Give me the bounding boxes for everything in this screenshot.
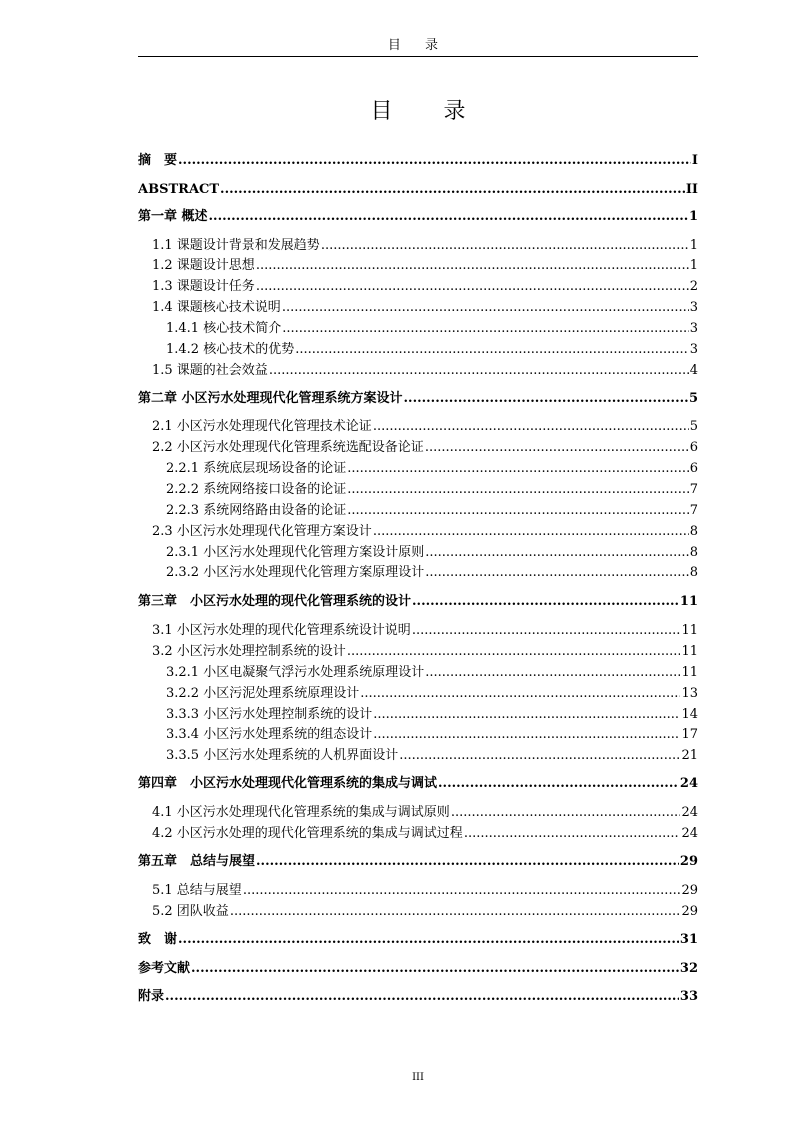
toc-entry-abstract-en[interactable] [138, 181, 698, 199]
dot-leader [451, 804, 681, 822]
toc-entry-1-3[interactable] [152, 278, 698, 296]
toc-entry-page: 24 [679, 776, 698, 791]
dot-leader [256, 257, 689, 275]
dot-leader [220, 181, 685, 199]
toc-entry-title: 第五章 总结与展望 [138, 854, 256, 869]
toc-entry-page: I [691, 153, 698, 168]
toc-entry-title: 3.3.4 小区污水处理系统的组态设计 [166, 727, 373, 742]
toc-entry-title: 2.3 小区污水处理现代化管理方案设计 [152, 524, 372, 539]
toc-entry-3-3-3[interactable] [166, 706, 698, 724]
toc-entry-acknowledgements[interactable] [138, 931, 698, 949]
toc-entry-3-2-2[interactable] [166, 685, 698, 703]
toc-entry-title: 2.1 小区污水处理现代化管理技术论证 [152, 419, 372, 434]
toc-entry-title: 摘 要 [138, 153, 178, 168]
toc-entry-3-2-1[interactable] [166, 664, 698, 682]
dot-leader [360, 685, 680, 703]
dot-leader [347, 502, 689, 520]
toc-entry-title: 第一章 概述 [138, 209, 208, 224]
toc-entry-page: 1 [688, 209, 698, 224]
toc-entry-title: 致 谢 [138, 932, 178, 947]
toc-entry-page: 4 [689, 363, 698, 378]
toc-entry-page: 13 [681, 686, 698, 701]
dot-leader [243, 882, 681, 900]
toc-entry-title: 1.2 课题设计思想 [152, 258, 255, 273]
toc-entry-page: 7 [689, 503, 698, 518]
dot-leader [191, 960, 679, 978]
dot-leader [373, 726, 680, 744]
toc-entry-page: 3 [689, 300, 698, 315]
toc-entry-title: 1.1 课题设计背景和发展趋势 [152, 238, 320, 253]
toc-entry-1-4-1[interactable] [166, 320, 698, 338]
dot-leader [373, 523, 689, 541]
dot-leader [425, 439, 689, 457]
toc-entry-title: 5.2 团队收益 [152, 904, 229, 919]
dot-leader [230, 903, 681, 921]
toc-entry-title: 3.3.3 小区污水处理控制系统的设计 [166, 707, 373, 722]
toc-entry-chapter-2[interactable] [138, 390, 698, 408]
toc-entry-2-1[interactable] [152, 418, 698, 436]
toc-entry-title: 1.3 课题设计任务 [152, 279, 255, 294]
toc-entry-page: 24 [681, 805, 698, 820]
toc-title: 目 录 [370, 99, 488, 124]
toc-entry-page: 7 [689, 482, 698, 497]
dot-leader [321, 237, 689, 255]
dot-leader [464, 825, 681, 843]
toc-entry-2-3-2[interactable] [166, 564, 698, 582]
toc-entry-title: 2.3.1 小区污水处理现代化管理方案设计原则 [166, 545, 425, 560]
toc-entry-1-5[interactable] [152, 362, 698, 380]
toc-entry-3-1[interactable] [152, 622, 698, 640]
dot-leader [282, 299, 689, 317]
toc-entry-4-1[interactable] [152, 804, 698, 822]
toc-entry-1-2[interactable] [152, 257, 698, 275]
dot-leader [256, 853, 679, 871]
toc-entry-title: 2.2 小区污水处理现代化管理系统选配设备论证 [152, 440, 424, 455]
dot-leader [209, 208, 688, 226]
toc-entry-chapter-5[interactable] [138, 853, 698, 871]
toc-entry-page: 5 [688, 391, 698, 406]
toc-entry-title: 2.2.2 系统网络接口设备的论证 [166, 482, 347, 497]
dot-leader [412, 593, 679, 611]
toc-entry-title: 2.2.1 系统底层现场设备的论证 [166, 461, 347, 476]
toc-entry-title: 参考文献 [138, 961, 191, 976]
toc-entry-page: 3 [689, 342, 698, 357]
toc-entry-title: 3.2.1 小区电凝聚气浮污水处理系统原理设计 [166, 665, 425, 680]
toc-entry-title: 第四章 小区污水处理现代化管理系统的集成与调试 [138, 776, 438, 791]
toc-entry-chapter-1[interactable] [138, 208, 698, 226]
dot-leader [404, 390, 688, 408]
toc-entry-page: 24 [681, 826, 698, 841]
toc-entry-page: 17 [681, 727, 698, 742]
toc-entry-appendix[interactable] [138, 988, 698, 1006]
toc-entry-1-1[interactable] [152, 237, 698, 255]
toc-entry-page: 6 [689, 440, 698, 455]
running-header: 目 录 [387, 38, 449, 53]
toc-entry-page: 5 [689, 419, 698, 434]
toc-entry-page: 14 [681, 707, 698, 722]
dot-leader [438, 775, 679, 793]
toc-entry-page: 1 [689, 238, 698, 253]
dot-leader [256, 278, 689, 296]
toc-entry-2-3[interactable] [152, 523, 698, 541]
toc-entry-title: 3.2 小区污水处理控制系统的设计 [152, 644, 346, 659]
toc-entry-title: 附录 [138, 989, 165, 1004]
toc-entry-2-2-1[interactable] [166, 460, 698, 478]
dot-leader [425, 544, 689, 562]
toc-entry-title: 2.3.2 小区污水处理现代化管理方案原理设计 [166, 565, 425, 580]
toc-entry-title: 3.3.5 小区污水处理系统的人机界面设计 [166, 748, 399, 763]
dot-leader [295, 341, 689, 359]
dot-leader [178, 931, 679, 949]
toc-entry-title: 4.1 小区污水处理现代化管理系统的集成与调试原则 [152, 805, 450, 820]
toc-entry-page: 33 [679, 989, 698, 1004]
dot-leader [425, 564, 689, 582]
toc-entry-title: 1.5 课题的社会效益 [152, 363, 268, 378]
toc-entry-3-2[interactable] [152, 643, 698, 661]
toc-entry-title: 1.4.1 核心技术简介 [166, 321, 282, 336]
toc-entry-page: 6 [689, 461, 698, 476]
toc-entry-page: 8 [689, 545, 698, 560]
dot-leader [347, 481, 689, 499]
dot-leader [399, 747, 680, 765]
dot-leader [412, 622, 681, 640]
toc-entry-page: 2 [689, 279, 698, 294]
toc-entry-2-2-2[interactable] [166, 481, 698, 499]
toc-entry-abstract-cn[interactable] [138, 152, 698, 170]
toc-entry-4-2[interactable] [152, 825, 698, 843]
page-number: III [412, 1072, 424, 1083]
toc-entry-title: 3.1 小区污水处理的现代化管理系统设计说明 [152, 623, 411, 638]
toc-entry-title: 1.4.2 核心技术的优势 [166, 342, 295, 357]
toc-entry-title: 1.4 课题核心技术说明 [152, 300, 281, 315]
toc-entry-5-2[interactable] [152, 903, 698, 921]
toc-entry-title: 第二章 小区污水处理现代化管理系统方案设计 [138, 391, 403, 406]
toc-entry-page: 1 [689, 258, 698, 273]
toc-entry-page: 11 [681, 665, 698, 680]
dot-leader [269, 362, 689, 380]
toc-entry-title: 4.2 小区污水处理的现代化管理系统的集成与调试过程 [152, 826, 463, 841]
toc-entry-references[interactable] [138, 960, 698, 978]
toc-entry-title: 5.1 总结与展望 [152, 883, 242, 898]
toc-entry-page: 3 [689, 321, 698, 336]
toc-entry-2-3-1[interactable] [166, 544, 698, 562]
toc-entry-1-4[interactable] [152, 299, 698, 317]
toc-entry-page: 8 [689, 524, 698, 539]
toc-entry-page: 8 [689, 565, 698, 580]
toc-entry-1-4-2[interactable] [166, 341, 698, 359]
toc-entry-3-3-4[interactable] [166, 726, 698, 744]
toc-entry-page: 11 [679, 594, 698, 609]
dot-leader [178, 152, 691, 170]
toc-entry-3-3-5[interactable] [166, 747, 698, 765]
dot-leader [347, 460, 689, 478]
toc-entry-chapter-3[interactable] [138, 593, 698, 611]
toc-entry-page: II [685, 182, 698, 197]
toc-entry-page: 29 [681, 883, 698, 898]
dot-leader [165, 988, 679, 1006]
dot-leader [347, 643, 681, 661]
toc-entry-page: 29 [681, 904, 698, 919]
dot-leader [373, 418, 689, 436]
toc-entry-2-2-3[interactable] [166, 502, 698, 520]
toc-entry-5-1[interactable] [152, 882, 698, 900]
toc-entry-page: 21 [681, 748, 698, 763]
toc-entry-page: 29 [679, 854, 698, 869]
dot-leader [425, 664, 680, 682]
toc-entry-title: 3.2.2 小区污泥处理系统原理设计 [166, 686, 360, 701]
toc-entry-page: 11 [681, 623, 698, 638]
toc-entry-2-2[interactable] [152, 439, 698, 457]
toc-entry-chapter-4[interactable] [138, 775, 698, 793]
toc-entry-title: 2.2.3 系统网络路由设备的论证 [166, 503, 347, 518]
toc-entry-title: 第三章 小区污水处理的现代化管理系统的设计 [138, 594, 412, 609]
dot-leader [282, 320, 689, 338]
toc-entry-page: 32 [679, 961, 698, 976]
toc-entry-title: ABSTRACT [138, 182, 220, 197]
toc-entry-page: 31 [679, 932, 698, 947]
dot-leader [373, 706, 680, 724]
toc-entry-page: 11 [681, 644, 698, 659]
